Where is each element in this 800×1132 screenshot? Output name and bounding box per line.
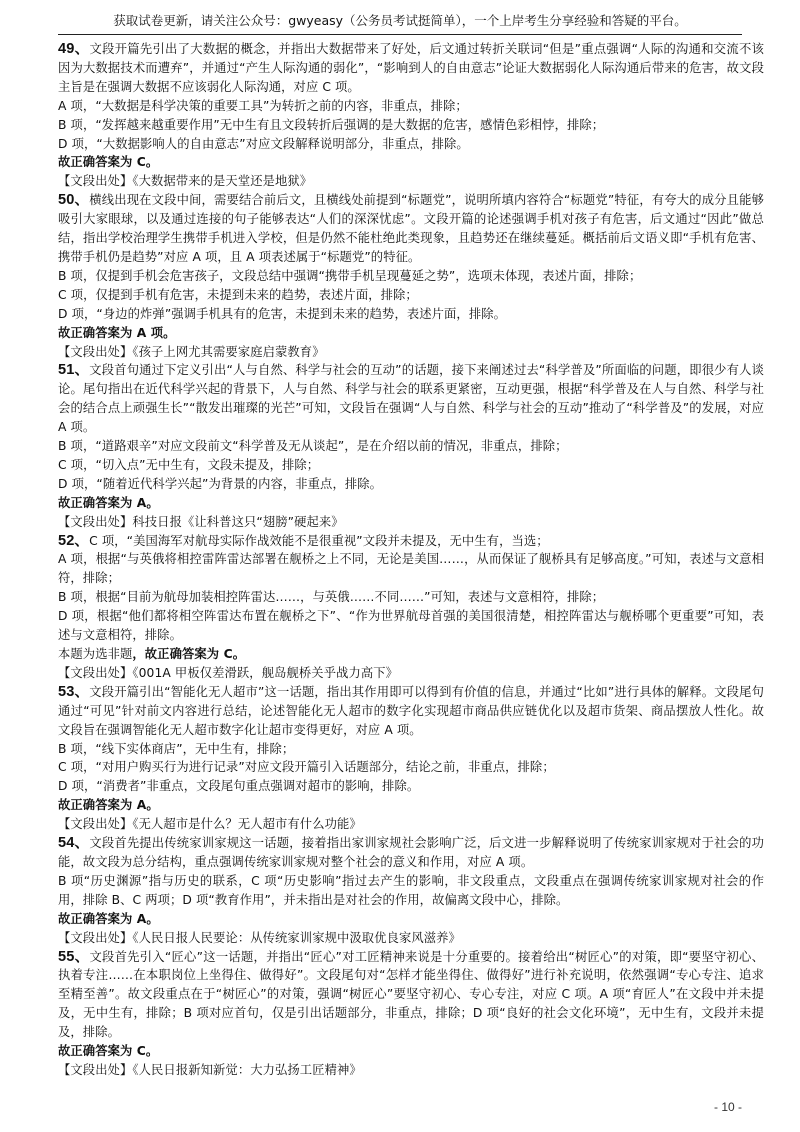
question-number: 53、 [58,683,90,700]
answer-letter: A [136,798,147,813]
answer-prefix: 故正确答案为 [58,1044,137,1059]
answer-suffix: 。 [146,911,159,926]
correct-answer [58,153,764,172]
question-number: 49、 [58,41,90,57]
question-number: 51、 [58,362,90,379]
answer-prefix [58,647,224,661]
source-title: 《001A 甲板仅差滑跃，舰岛舰桥关乎战力高下》 [132,665,399,680]
stem-text: 文段首先提出传统家训家规这一话题，接着指出家训家规社会影响广泛，后文进一步解释说明了传统家训家规对于社会的功能，故文段为总分结构，重点强调传统家训家规对整个社会的意义和作用，对应 A 项。 [58,836,764,869]
source-title: 科技日报《让科普这只“翅膀”硬起来》 [132,514,344,529]
question-stem [58,191,764,267]
answer-letter: A [136,911,147,926]
source-label: 【文段出处】 [58,1062,133,1077]
option-analysis: B 项，仅提到手机会危害孩子，文段总结中强调“携带手机呈现蔓延之势”，选项未体现，表述片面，排除； [58,268,642,283]
question-block [58,191,764,361]
answer-letter: C [223,647,233,661]
answer-suffix: 。 [145,155,159,170]
question-stem [58,834,764,872]
question-block [58,948,764,1080]
answer-prefix: 故正确答案为 [58,155,137,170]
source-title: 《无人超市是什么？无人超市有什么功能》 [132,817,362,832]
question-number: 54、 [58,835,90,852]
source-title: 《孩子上网尤其需要家庭启蒙教育》 [132,344,325,359]
answer-letter: C [136,1044,146,1059]
correct-answer [58,324,764,343]
option-analysis: A 项，“大数据是科学决策的重要工具”为转折之前的内容，非重点，排除； [58,98,468,113]
page-header: 获取试卷更新，请关注公众号：gwyeasy（公务员考试挺简单），一个上岸考生分享经验和答疑的平台。 [58,8,742,35]
correct-answer [58,796,764,815]
answer-suffix: 。 [145,1044,159,1059]
answer-letter: A [136,325,147,340]
option-analysis: C 项，仅提到手机有危害，未提到未来的趋势，表述片面，排除； [58,287,418,302]
answer-lead: ，故正确答案为 [132,647,224,661]
answer-prefix: 故正确答案为 [58,798,137,813]
source-label: 【文段出处】 [58,344,133,359]
stem-text: 文段开篇引出“智能化无人超市”这一话题，指出其作用即可以得到有价值的信息，并通过“比如”进行具体的解释。文段尾句通过“可见”针对前文内容进行总结，论述智能化无人超市的数字化实现超市商品供应链优化以及超市货架、商品摆放人性化。故文段旨在强调智能化无人超市数字化让超市变得更好，对应 A 项。 [58,684,764,737]
question-stem [58,361,764,437]
correct-answer [58,910,764,929]
question-number: 52、 [58,532,90,549]
question-stem [58,40,764,97]
answer-letter: C [136,155,146,170]
correct-answer [58,494,764,513]
page-number: - 10 - [713,1100,742,1114]
question-block [58,834,764,947]
source-line [58,929,764,948]
option-analysis: D 项，“消费者”非重点，文段尾句重点强调对超市的影响，排除。 [58,779,420,794]
answer-prefix: 故正确答案为 [58,495,137,510]
option-analysis: D 项，根据“他们都将相空阵雷达布置在舰桥之下”、“作为世界航母首强的美国很清楚，相控阵雷达与舰桥哪个更重要”可知，表述与文意相符，排除。 [58,609,764,643]
source-label: 【文段出处】 [58,665,133,680]
question-number: 55、 [58,948,90,965]
option-analysis: D 项，“身边的炸弹”强调手机具有的危害，未提到未来的趋势，表述片面，排除。 [58,306,507,321]
option-analysis: B 项“历史渊源”指与历史的联系，C 项“历史影响”指过去产生的影响，非文段重点，文段重点在强调传统家训家规对社会的作用，排除 B、C 两项；D 项“教育作用”，并未指出是对社会的作用，故偏离文段中心，排除。 [58,873,764,907]
question-stem [58,683,764,740]
stem-text: C 项，“美国海军对航母实际作战效能不是很重视”文段并未提及，无中生有，当选； [89,533,549,548]
correct-answer [58,645,764,664]
source-title: 《人民日报人民要论：从传统家训家规中汲取优良家风滋养》 [132,930,461,945]
source-line [58,1061,764,1080]
answer-note: 本题为选非题 [58,647,133,661]
source-label: 【文段出处】 [58,174,133,189]
source-line [58,513,764,532]
stem-text: 文段首句通过下定义引出“人与自然、科学与社会的互动”的话题，接下来阐述过去“科学普及”所面临的问题，即很少有人谈论。尾句指出在近代科学兴起的背景下，人与自然、科学与社会的联系更紧密，互动更强，根据“科学普及在人与自然、科学与社会的结合点上顽强生长”“散发出璀璨的光芒”可知，文段旨在强调“人与自然、科学与社会的互动”推动了“科学普及”的发展，对应 A 项。 [58,363,764,435]
source-line [58,172,764,191]
source-title: 《大数据带来的是天堂还是地狱》 [132,174,313,189]
option-analysis: B 项，“线下实体商店”，无中生有，排除； [58,741,295,756]
source-line [58,815,764,834]
question-number: 50、 [58,192,90,209]
option-analysis: C 项，“对用户购买行为进行记录”对应文段开篇引入话题部分，结论之前，非重点，排除； [58,760,555,775]
source-line [58,664,764,683]
option-analysis: B 项，根据“目前为航母加装相控阵雷达……，与英俄……不同……”可知，表述与文意相符，排除； [58,590,605,605]
stem-text: 文段首先引入“匠心”这一话题，并指出“匠心”对工匠精神来说是十分重要的。接着给出“树匠心”的对策，即“要坚守初心、执着专注……在本职岗位上坐得住、做得好”。文段尾句对“怎样才能坐得住、做得好”进行补充说明，依然强调“专心专注、追求至精至善”。故文段重点在于“树匠心”的对策，强调“树匠心”要坚守初心、专心专注，对应 C 项。A 项“育匠人”在文段中并未提及，无中生有，排除；B 项对应首句，仅是引出话题部分，非重点，排除；D 项“良好的社会文化环境”，无中生有，文段并未提及，排除。 [58,949,764,1040]
answer-suffix: 。 [146,495,159,510]
source-label: 【文段出处】 [58,514,133,529]
source-label: 【文段出处】 [58,817,133,832]
source-title: 《人民日报新知新觉：大力弘扬工匠精神》 [132,1062,362,1077]
option-analysis: D 项，“随着近代科学兴起”为背景的内容，非重点，排除。 [58,476,383,491]
stem-text: 文段开篇先引出了大数据的概念，并指出大数据带来了好处，后文通过转折关联词“但是”重点强调“人际的沟通和交流不该因为大数据技术而遭弃”，并通过“产生人际沟通的弱化”，“影响到人的自由意志”论证大数据弱化人际沟通后带来的危害，故文段主旨是在强调大数据不应该弱化人际沟通，对应 C 项。 [58,42,764,94]
answer-letter: A [136,495,147,510]
answer-explanations [58,40,764,1080]
question-block [58,361,764,531]
question-block [58,532,764,683]
option-analysis: D 项，“大数据影响人的自由意志”对应文段解释说明部分，非重点，排除。 [58,136,469,151]
option-analysis: B 项，“发挥越来越重要作用”无中生有且文段转折后强调的是大数据的危害，感情色彩相悖，排除； [58,117,605,132]
question-stem [58,948,764,1043]
answer-prefix: 故正确答案为 [58,325,137,340]
question-stem [58,532,764,551]
option-analysis: C 项，“切入点”无中生有，文段未提及，排除； [58,457,320,472]
answer-suffix: 。 [232,647,246,661]
answer-prefix: 故正确答案为 [58,911,137,926]
question-block [58,683,764,834]
option-analysis: A 项，根据“与英俄将相控雷阵雷达部署在舰桥之上不同，无论是美国……，从而保证了舰桥具有足够高度。”可知，表述与文意相符，排除； [58,552,764,586]
source-line [58,343,764,362]
option-analysis: B 项，“道路艰辛”对应文段前文“科学普及无从谈起”，是在介绍以前的情况，非重点，排除； [58,439,568,454]
answer-suffix: 。 [146,798,159,813]
correct-answer [58,1042,764,1061]
question-block [58,40,764,191]
answer-suffix: 项。 [146,325,176,340]
stem-text: 横线出现在文段中间，需要结合前后文，且横线处前提到“标题党”，说明所填内容符合“标题党”特征，有夸大的成分且能够吸引大家眼球，以及通过连接的句子能够表达“人们的深深忧虑”。文段开篇的论述强调手机对孩子有危害，后文通过“因此”做总结，指出学校治理学生携带手机进入学校，但是仍然不能杜绝此类现象，且趋势还在继续蔓延。概括前后文语义即“手机有危害、携带手机仍是趋势”对应 A 项，且 A 项表述属于“标题党”的特征。 [58,193,764,264]
source-label: 【文段出处】 [58,930,133,945]
